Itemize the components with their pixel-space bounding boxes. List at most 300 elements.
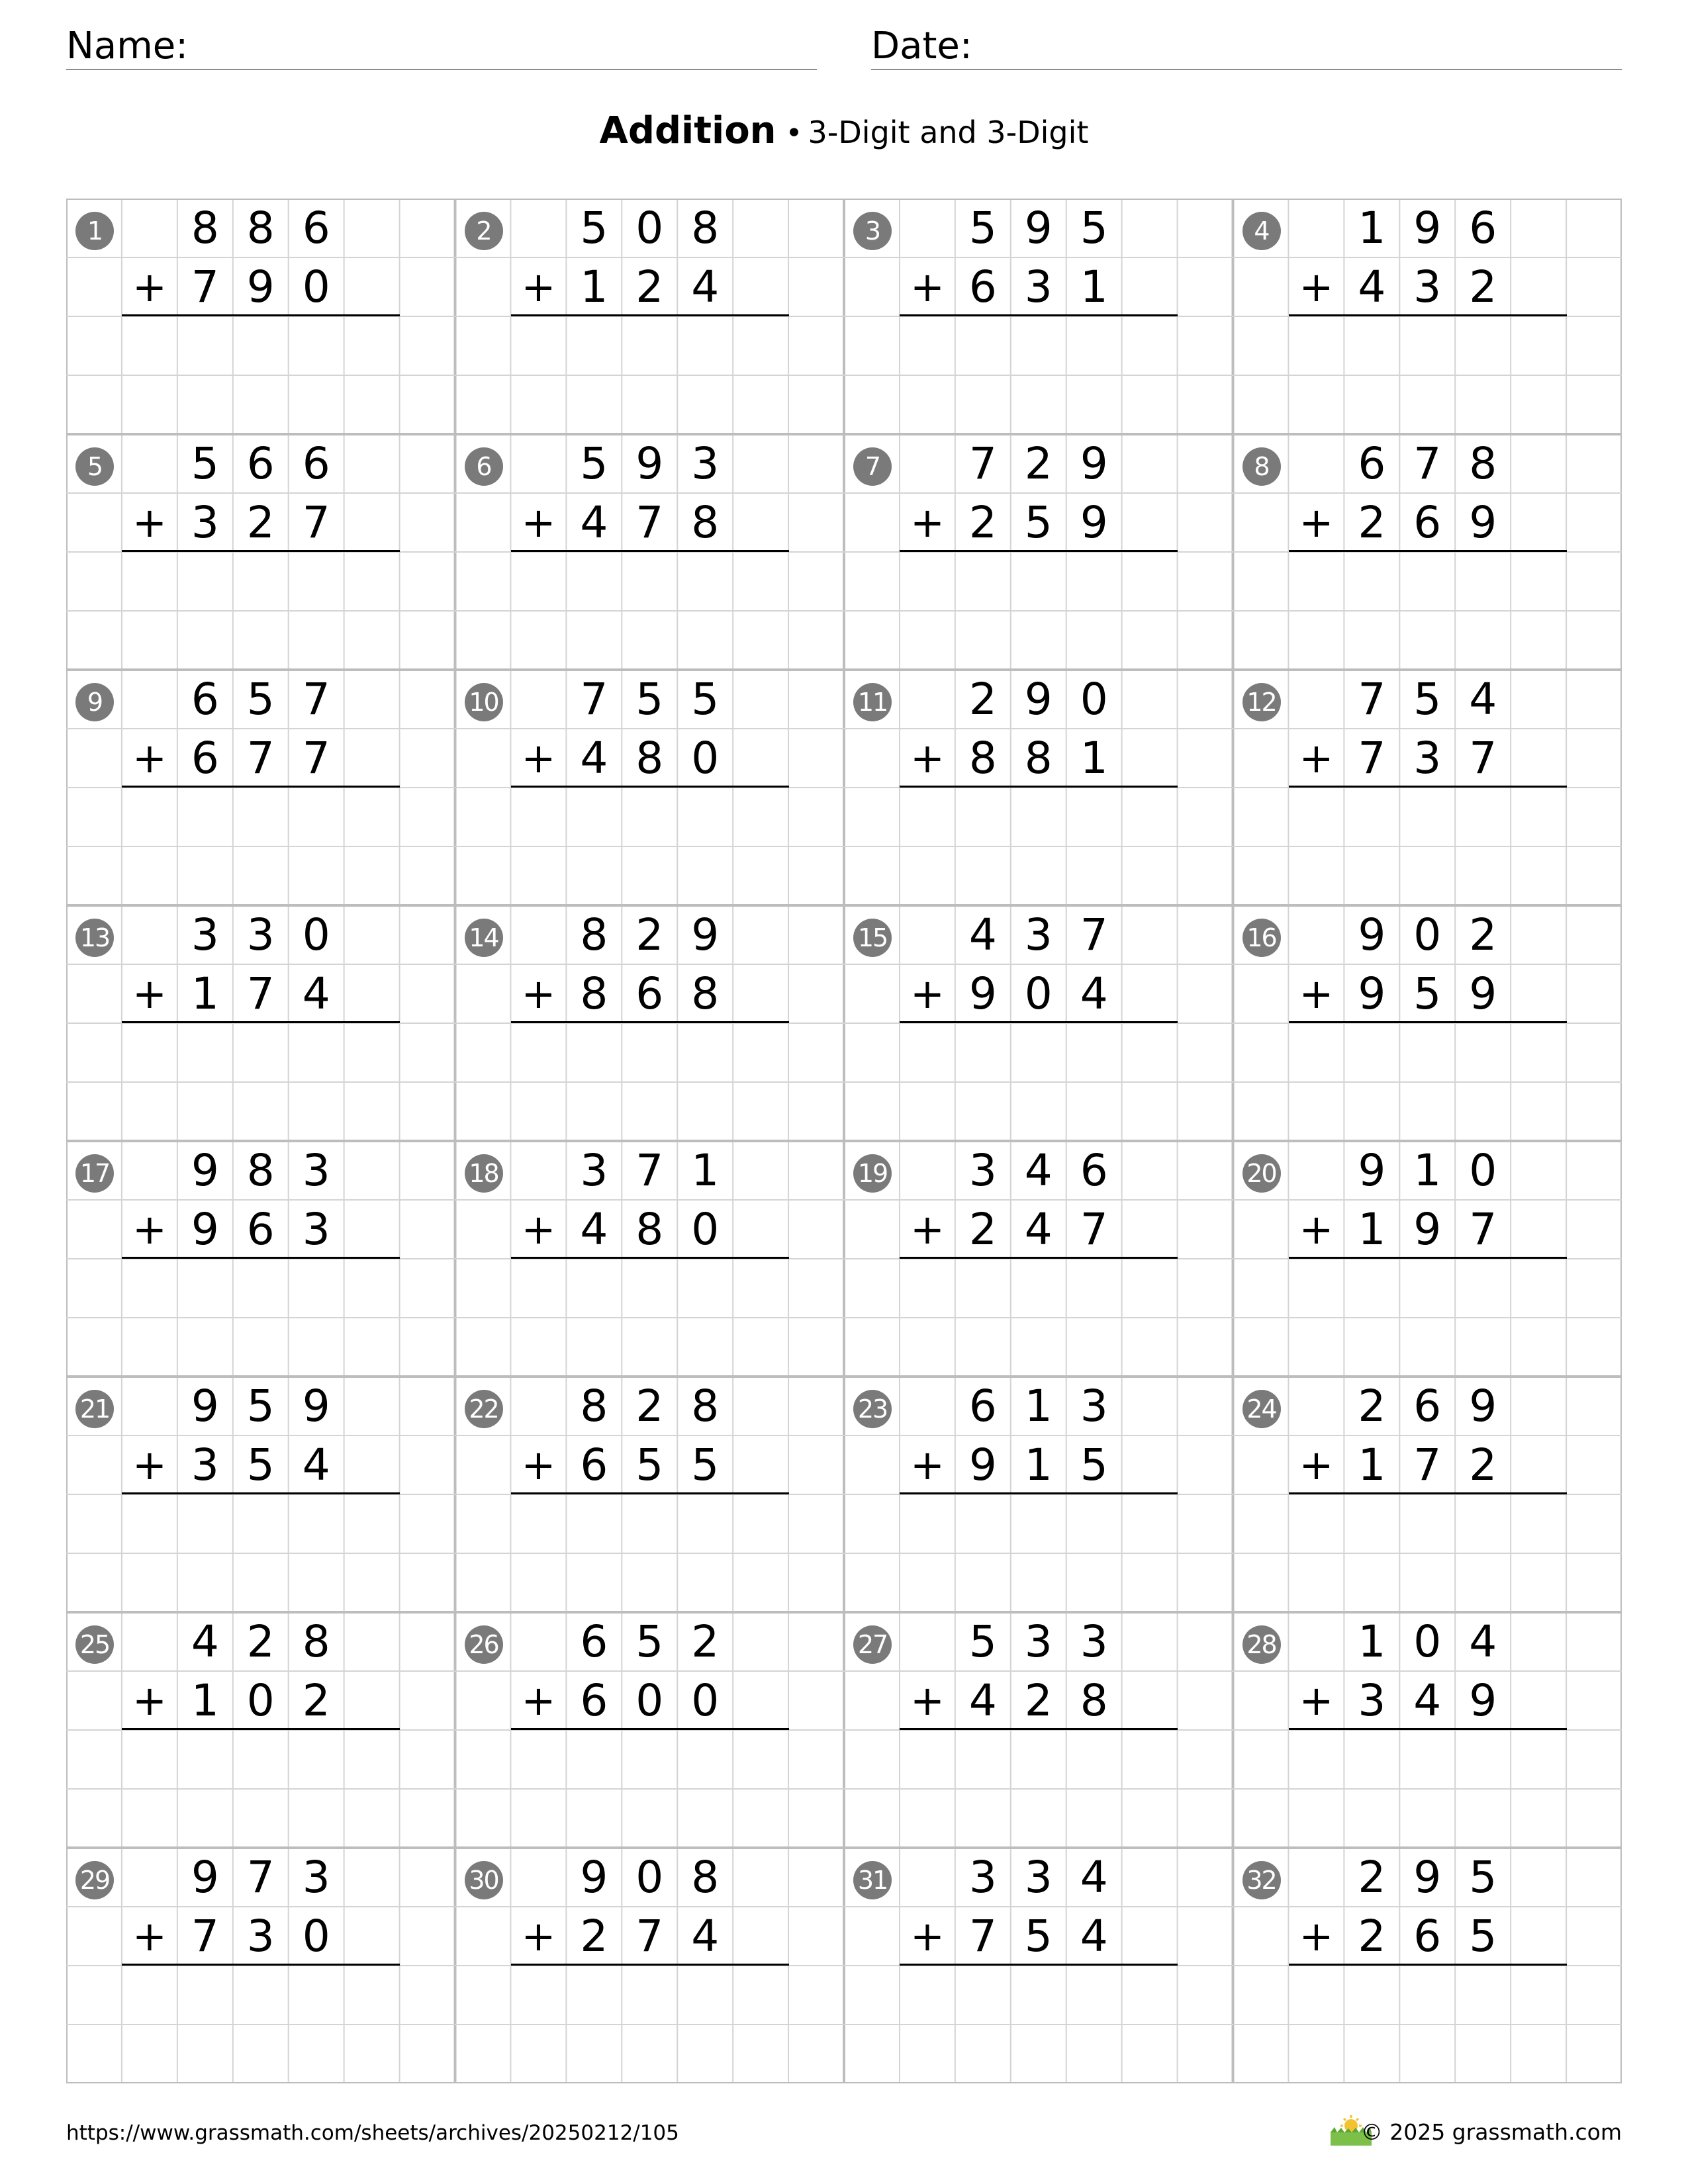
problem-number-badge: 32 [1243, 1861, 1281, 1899]
plus-sign: + [521, 1676, 556, 1725]
problem-number-badge: 30 [465, 1861, 503, 1899]
top-addend-digit: 5 [246, 1381, 275, 1432]
top-addend-digit: 9 [1080, 438, 1108, 489]
problem-number-badge: 9 [75, 683, 114, 721]
problem-number-badge: 5 [75, 447, 114, 486]
problem-18 [455, 1141, 845, 1377]
top-addend-digit: 0 [1413, 1616, 1442, 1667]
plus-sign: + [132, 498, 167, 547]
bottom-addend-digit: 7 [1080, 1204, 1108, 1255]
bottom-addend-digit: 5 [691, 1439, 720, 1490]
bottom-addend-digit: 7 [1358, 733, 1386, 784]
problem-5 [66, 434, 455, 670]
top-addend-digit: 5 [246, 674, 275, 725]
answer-line [900, 1492, 1178, 1494]
bottom-addend-digit: 8 [691, 968, 720, 1019]
top-addend-digit: 2 [1358, 1852, 1386, 1903]
bottom-addend-digit: 0 [635, 1675, 664, 1726]
plus-sign: + [1299, 1912, 1334, 1960]
bottom-addend-digit: 2 [1024, 1675, 1053, 1726]
top-addend-digit: 9 [635, 438, 664, 489]
bottom-addend-digit: 8 [635, 1204, 664, 1255]
top-addend-digit: 3 [302, 1852, 330, 1903]
problem-31 [844, 1848, 1233, 2083]
problem-number-badge: 4 [1243, 212, 1281, 250]
problem-14 [455, 905, 845, 1141]
top-addend-digit: 4 [1080, 1852, 1108, 1903]
bottom-addend-digit: 1 [191, 1675, 219, 1726]
date-field [871, 19, 1622, 70]
top-addend-digit: 2 [246, 1616, 275, 1667]
answer-line [1289, 314, 1567, 316]
problem-number-badge: 26 [465, 1625, 503, 1664]
bottom-addend-digit: 6 [1413, 1911, 1442, 1962]
bottom-addend-digit: 0 [246, 1675, 275, 1726]
top-addend-digit: 0 [635, 1852, 664, 1903]
problem-number-badge: 15 [853, 919, 892, 957]
problem-number-badge: 1 [75, 212, 114, 250]
bottom-addend-digit: 4 [302, 968, 330, 1019]
bottom-addend-digit: 6 [191, 733, 219, 784]
top-addend-digit: 4 [1469, 674, 1497, 725]
top-addend-digit: 5 [580, 203, 608, 253]
bottom-addend-digit: 1 [1358, 1204, 1386, 1255]
plus-sign: + [1299, 1205, 1334, 1253]
problem-4 [1233, 199, 1622, 434]
bottom-addend-digit: 4 [968, 1675, 997, 1726]
top-addend-digit: 5 [968, 203, 997, 253]
bottom-addend-digit: 7 [1469, 1204, 1497, 1255]
problem-number-badge: 21 [75, 1390, 114, 1428]
bottom-addend-digit: 9 [1080, 497, 1108, 548]
answer-line [122, 1728, 400, 1730]
bottom-addend-digit: 8 [1024, 733, 1053, 784]
problem-number-badge: 3 [853, 212, 892, 250]
bottom-addend-digit: 0 [302, 261, 330, 312]
date-line [871, 69, 1622, 70]
problem-number-badge: 19 [853, 1154, 892, 1193]
bottom-addend-digit: 1 [1080, 261, 1108, 312]
title-subtitle: 3-Digit and 3-Digit [808, 114, 1089, 150]
bottom-addend-digit: 9 [1469, 968, 1497, 1019]
bottom-addend-digit: 6 [246, 1204, 275, 1255]
bottom-addend-digit: 1 [1024, 1439, 1053, 1490]
plus-sign: + [910, 970, 945, 1018]
plus-sign: + [1299, 1676, 1334, 1725]
top-addend-digit: 5 [1080, 203, 1108, 253]
bottom-addend-digit: 2 [1358, 1911, 1386, 1962]
bottom-addend-digit: 4 [691, 1911, 720, 1962]
problem-number-badge: 14 [465, 919, 503, 957]
problem-number-badge: 31 [853, 1861, 892, 1899]
bottom-addend-digit: 5 [635, 1439, 664, 1490]
problem-29 [66, 1848, 455, 2083]
top-addend-digit: 5 [191, 438, 219, 489]
bottom-addend-digit: 8 [580, 968, 608, 1019]
answer-line [900, 1021, 1178, 1023]
problem-10 [455, 670, 845, 905]
problem-number-badge: 10 [465, 683, 503, 721]
bottom-addend-digit: 2 [580, 1911, 608, 1962]
problem-26 [455, 1612, 845, 1848]
top-addend-digit: 6 [1469, 203, 1497, 253]
plus-sign: + [1299, 263, 1334, 311]
top-addend-digit: 8 [691, 1381, 720, 1432]
top-addend-digit: 6 [191, 674, 219, 725]
answer-line [122, 1964, 400, 1966]
bottom-addend-digit: 8 [635, 733, 664, 784]
answer-line [900, 1964, 1178, 1966]
problem-21 [66, 1377, 455, 1612]
bottom-addend-digit: 6 [635, 968, 664, 1019]
problem-number-badge: 17 [75, 1154, 114, 1193]
plus-sign: + [521, 498, 556, 547]
bottom-addend-digit: 4 [1358, 261, 1386, 312]
problem-17 [66, 1141, 455, 1377]
top-addend-digit: 7 [1080, 909, 1108, 960]
answer-line [122, 1492, 400, 1494]
top-addend-digit: 7 [968, 438, 997, 489]
answer-line [900, 1257, 1178, 1259]
bottom-addend-digit: 4 [580, 733, 608, 784]
plus-sign: + [1299, 1441, 1334, 1489]
top-addend-digit: 3 [1024, 909, 1053, 960]
bottom-addend-digit: 4 [580, 1204, 608, 1255]
plus-sign: + [521, 1912, 556, 1960]
bottom-addend-digit: 9 [246, 261, 275, 312]
plus-sign: + [521, 734, 556, 782]
top-addend-digit: 7 [1358, 674, 1386, 725]
bottom-addend-digit: 2 [302, 1675, 330, 1726]
bottom-addend-digit: 9 [1469, 497, 1497, 548]
bottom-addend-digit: 3 [1358, 1675, 1386, 1726]
top-addend-digit: 8 [1469, 438, 1497, 489]
bottom-addend-digit: 5 [1024, 1911, 1053, 1962]
plus-sign: + [1299, 498, 1334, 547]
bottom-addend-digit: 3 [191, 497, 219, 548]
bottom-addend-digit: 2 [968, 497, 997, 548]
top-addend-digit: 9 [691, 909, 720, 960]
problem-28 [1233, 1612, 1622, 1848]
top-addend-digit: 2 [635, 909, 664, 960]
problem-number-badge: 29 [75, 1861, 114, 1899]
top-addend-digit: 0 [635, 203, 664, 253]
top-addend-digit: 6 [1358, 438, 1386, 489]
plus-sign: + [910, 1676, 945, 1725]
answer-line [900, 314, 1178, 316]
problem-1 [66, 199, 455, 434]
problem-19 [844, 1141, 1233, 1377]
problem-grid [66, 199, 1622, 2083]
bottom-addend-digit: 5 [1469, 1911, 1497, 1962]
bottom-addend-digit: 4 [1080, 1911, 1108, 1962]
problem-number-badge: 13 [75, 919, 114, 957]
bottom-addend-digit: 2 [635, 261, 664, 312]
answer-line [1289, 786, 1567, 788]
top-addend-digit: 3 [1024, 1852, 1053, 1903]
top-addend-digit: 3 [691, 438, 720, 489]
problem-number-badge: 11 [853, 683, 892, 721]
problem-number-badge: 16 [1243, 919, 1281, 957]
problem-number-badge: 18 [465, 1154, 503, 1193]
problem-7 [844, 434, 1233, 670]
top-addend-digit: 2 [691, 1616, 720, 1667]
problem-23 [844, 1377, 1233, 1612]
bottom-addend-digit: 3 [246, 1911, 275, 1962]
top-addend-digit: 8 [580, 1381, 608, 1432]
bottom-addend-digit: 9 [968, 1439, 997, 1490]
top-addend-digit: 9 [302, 1381, 330, 1432]
bottom-addend-digit: 5 [1080, 1439, 1108, 1490]
top-addend-digit: 5 [635, 674, 664, 725]
top-addend-digit: 6 [580, 1616, 608, 1667]
answer-line [1289, 1021, 1567, 1023]
bottom-addend-digit: 9 [191, 1204, 219, 1255]
top-addend-digit: 3 [968, 1145, 997, 1196]
problem-number-badge: 8 [1243, 447, 1281, 486]
top-addend-digit: 5 [691, 674, 720, 725]
bottom-addend-digit: 7 [1413, 1439, 1442, 1490]
top-addend-digit: 5 [580, 438, 608, 489]
answer-line [900, 786, 1178, 788]
answer-line [511, 550, 789, 552]
bottom-addend-digit: 0 [691, 1675, 720, 1726]
bottom-addend-digit: 6 [580, 1675, 608, 1726]
plus-sign: + [910, 263, 945, 311]
problem-number-badge: 28 [1243, 1625, 1281, 1664]
top-addend-digit: 0 [1413, 909, 1442, 960]
plus-sign: + [132, 263, 167, 311]
top-addend-digit: 4 [1469, 1616, 1497, 1667]
answer-line [122, 1257, 400, 1259]
problem-8 [1233, 434, 1622, 670]
bottom-addend-digit: 1 [580, 261, 608, 312]
bottom-addend-digit: 5 [1024, 497, 1053, 548]
bottom-addend-digit: 6 [968, 261, 997, 312]
title-main: Addition [599, 109, 776, 152]
bottom-addend-digit: 1 [191, 968, 219, 1019]
bottom-addend-digit: 3 [1024, 261, 1053, 312]
answer-line [511, 314, 789, 316]
top-addend-digit: 8 [246, 1145, 275, 1196]
problem-32 [1233, 1848, 1622, 2083]
answer-line [122, 786, 400, 788]
problem-13 [66, 905, 455, 1141]
bottom-addend-digit: 9 [1413, 1204, 1442, 1255]
bottom-addend-digit: 2 [1358, 497, 1386, 548]
top-addend-digit: 1 [1358, 1616, 1386, 1667]
top-addend-digit: 5 [1413, 674, 1442, 725]
plus-sign: + [910, 1205, 945, 1253]
answer-line [511, 1257, 789, 1259]
problem-2 [455, 199, 845, 434]
top-addend-digit: 8 [191, 203, 219, 253]
problem-number-badge: 22 [465, 1390, 503, 1428]
top-addend-digit: 1 [691, 1145, 720, 1196]
plus-sign: + [132, 1676, 167, 1725]
top-addend-digit: 3 [246, 909, 275, 960]
answer-line [511, 1728, 789, 1730]
top-addend-digit: 9 [1413, 203, 1442, 253]
plus-sign: + [521, 1205, 556, 1253]
problem-16 [1233, 905, 1622, 1141]
top-addend-digit: 5 [635, 1616, 664, 1667]
top-addend-digit: 5 [1469, 1852, 1497, 1903]
top-addend-digit: 3 [302, 1145, 330, 1196]
problem-22 [455, 1377, 845, 1612]
problem-number-badge: 24 [1243, 1390, 1281, 1428]
problem-11 [844, 670, 1233, 905]
top-addend-digit: 9 [1024, 203, 1053, 253]
top-addend-digit: 4 [1024, 1145, 1053, 1196]
top-addend-digit: 1 [1413, 1145, 1442, 1196]
bottom-addend-digit: 3 [1413, 733, 1442, 784]
answer-line [511, 786, 789, 788]
problem-number-badge: 6 [465, 447, 503, 486]
answer-line [122, 314, 400, 316]
bottom-addend-digit: 8 [691, 497, 720, 548]
plus-sign: + [521, 970, 556, 1018]
top-addend-digit: 6 [1413, 1381, 1442, 1432]
problem-number-badge: 2 [465, 212, 503, 250]
bottom-addend-digit: 0 [1024, 968, 1053, 1019]
problem-number-badge: 20 [1243, 1154, 1281, 1193]
bottom-addend-digit: 0 [691, 1204, 720, 1255]
bottom-addend-digit: 4 [302, 1439, 330, 1490]
problem-24 [1233, 1377, 1622, 1612]
top-addend-digit: 0 [1080, 674, 1108, 725]
top-addend-digit: 7 [1413, 438, 1442, 489]
bottom-addend-digit: 5 [246, 1439, 275, 1490]
problem-number-badge: 25 [75, 1625, 114, 1664]
plus-sign: + [132, 970, 167, 1018]
answer-line [1289, 1492, 1567, 1494]
answer-line [122, 1021, 400, 1023]
problem-3 [844, 199, 1233, 434]
top-addend-digit: 6 [968, 1381, 997, 1432]
bottom-addend-digit: 7 [191, 261, 219, 312]
footer-copyright: © 2025 grassmath.com [1360, 2119, 1622, 2145]
bottom-addend-digit: 7 [302, 733, 330, 784]
problem-number-badge: 12 [1243, 683, 1281, 721]
plus-sign: + [521, 1441, 556, 1489]
problem-number-badge: 27 [853, 1625, 892, 1664]
top-addend-digit: 6 [1080, 1145, 1108, 1196]
top-addend-digit: 1 [1024, 1381, 1053, 1432]
top-addend-digit: 9 [1024, 674, 1053, 725]
top-addend-digit: 6 [302, 203, 330, 253]
problem-25 [66, 1612, 455, 1848]
bottom-addend-digit: 0 [302, 1911, 330, 1962]
plus-sign: + [132, 1441, 167, 1489]
top-addend-digit: 2 [1358, 1381, 1386, 1432]
bottom-addend-digit: 8 [1080, 1675, 1108, 1726]
top-addend-digit: 1 [1358, 203, 1386, 253]
name-field [66, 19, 817, 70]
top-addend-digit: 9 [191, 1381, 219, 1432]
top-addend-digit: 7 [246, 1852, 275, 1903]
bottom-addend-digit: 7 [635, 497, 664, 548]
top-addend-digit: 3 [191, 909, 219, 960]
bottom-addend-digit: 4 [691, 261, 720, 312]
bottom-addend-digit: 2 [1469, 261, 1497, 312]
top-addend-digit: 9 [1469, 1381, 1497, 1432]
top-addend-digit: 3 [1080, 1616, 1108, 1667]
worksheet-title [0, 105, 1688, 166]
bottom-addend-digit: 7 [246, 968, 275, 1019]
top-addend-digit: 8 [302, 1616, 330, 1667]
problem-20 [1233, 1141, 1622, 1377]
footer-url: https://www.grassmath.com/sheets/archives/20250212/105 [66, 2121, 679, 2145]
plus-sign: + [910, 1912, 945, 1960]
bottom-addend-digit: 9 [968, 968, 997, 1019]
top-addend-digit: 8 [246, 203, 275, 253]
top-addend-digit: 6 [302, 438, 330, 489]
bottom-addend-digit: 6 [1413, 497, 1442, 548]
top-addend-digit: 7 [302, 674, 330, 725]
problem-number-badge: 23 [853, 1390, 892, 1428]
bottom-addend-digit: 6 [580, 1439, 608, 1490]
date-label: Date: [871, 24, 972, 68]
top-addend-digit: 2 [635, 1381, 664, 1432]
bottom-addend-digit: 1 [1080, 733, 1108, 784]
top-addend-digit: 8 [580, 909, 608, 960]
answer-line [1289, 1964, 1567, 1966]
answer-line [1289, 1257, 1567, 1259]
bottom-addend-digit: 9 [1469, 1675, 1497, 1726]
bottom-addend-digit: 2 [246, 497, 275, 548]
bottom-addend-digit: 4 [1413, 1675, 1442, 1726]
bottom-addend-digit: 5 [1413, 968, 1442, 1019]
top-addend-digit: 3 [1024, 1616, 1053, 1667]
bottom-addend-digit: 3 [1413, 261, 1442, 312]
plus-sign: + [910, 498, 945, 547]
plus-sign: + [132, 1205, 167, 1253]
answer-line [1289, 1728, 1567, 1730]
top-addend-digit: 5 [968, 1616, 997, 1667]
plus-sign: + [910, 734, 945, 782]
plus-sign: + [1299, 970, 1334, 1018]
bottom-addend-digit: 3 [302, 1204, 330, 1255]
bottom-addend-digit: 7 [302, 497, 330, 548]
problem-number-badge: 7 [853, 447, 892, 486]
bottom-addend-digit: 7 [968, 1911, 997, 1962]
problem-12 [1233, 670, 1622, 905]
bottom-addend-digit: 4 [1024, 1204, 1053, 1255]
bottom-addend-digit: 2 [968, 1204, 997, 1255]
bottom-addend-digit: 7 [1469, 733, 1497, 784]
bottom-addend-digit: 7 [191, 1911, 219, 1962]
plus-sign: + [521, 263, 556, 311]
answer-line [1289, 550, 1567, 552]
top-addend-digit: 9 [580, 1852, 608, 1903]
bottom-addend-digit: 7 [635, 1911, 664, 1962]
bottom-addend-digit: 7 [246, 733, 275, 784]
answer-line [511, 1964, 789, 1966]
top-addend-digit: 4 [968, 909, 997, 960]
bottom-addend-digit: 4 [1080, 968, 1108, 1019]
bottom-addend-digit: 0 [691, 733, 720, 784]
answer-line [900, 550, 1178, 552]
answer-line [122, 550, 400, 552]
plus-sign: + [910, 1441, 945, 1489]
top-addend-digit: 9 [191, 1852, 219, 1903]
top-addend-digit: 4 [191, 1616, 219, 1667]
bottom-addend-digit: 1 [1358, 1439, 1386, 1490]
top-addend-digit: 2 [1024, 438, 1053, 489]
top-addend-digit: 8 [691, 1852, 720, 1903]
title-bullet: • [785, 116, 803, 150]
